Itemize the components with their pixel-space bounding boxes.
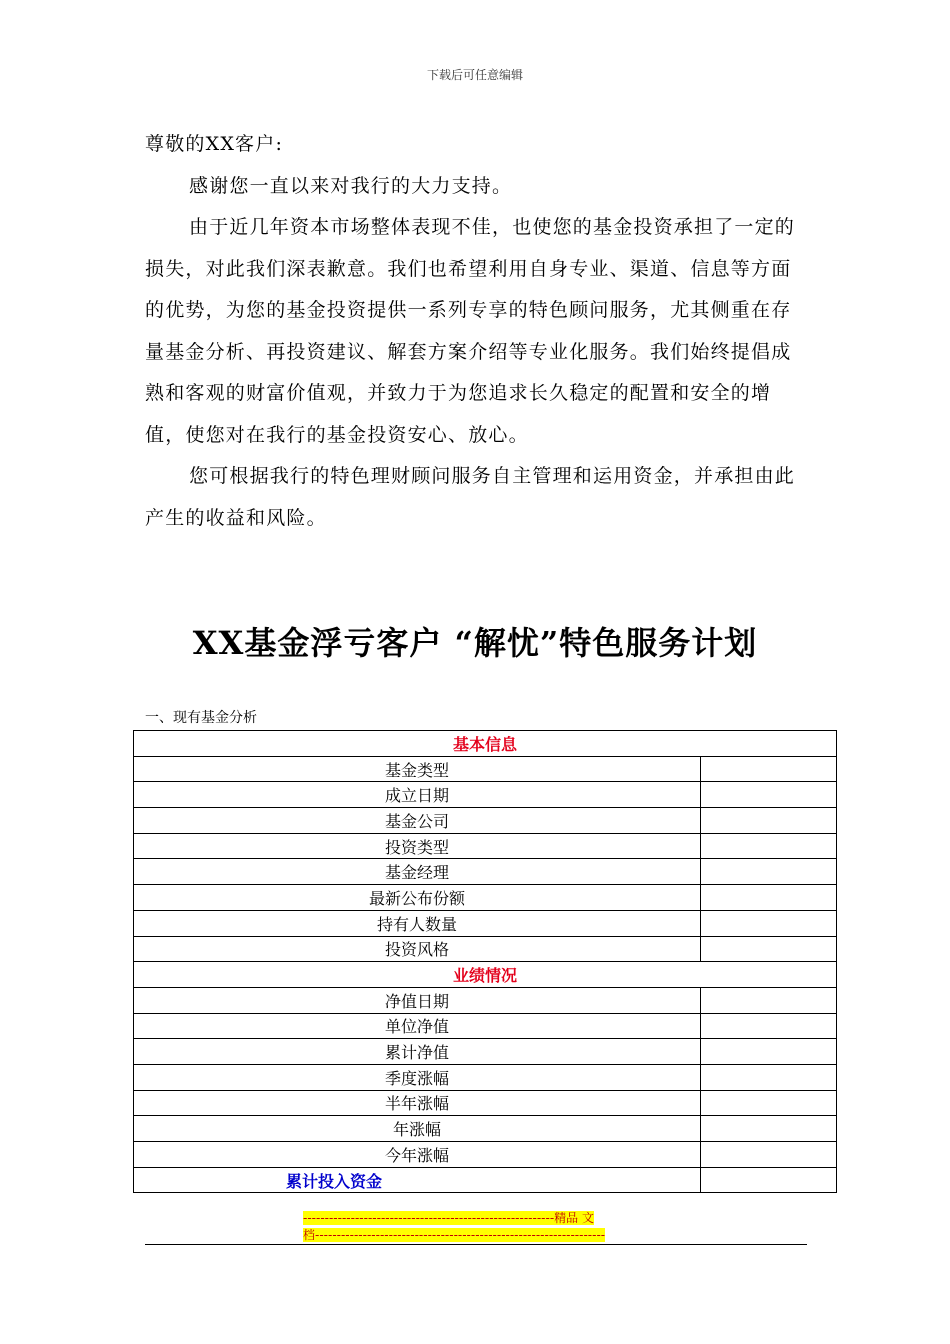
row-value[interactable] bbox=[701, 910, 837, 936]
row-value[interactable] bbox=[701, 1013, 837, 1039]
total-investment-value[interactable] bbox=[701, 1167, 837, 1193]
row-label: 今年涨幅 bbox=[134, 1142, 701, 1168]
row-value[interactable] bbox=[701, 987, 837, 1013]
row-value[interactable] bbox=[701, 1142, 837, 1168]
row-value[interactable] bbox=[701, 782, 837, 808]
letter-body bbox=[145, 124, 810, 539]
table-row bbox=[134, 1090, 837, 1116]
row-value[interactable] bbox=[701, 859, 837, 885]
table-row-total bbox=[134, 1167, 837, 1193]
table-row bbox=[134, 808, 837, 834]
row-value[interactable] bbox=[701, 833, 837, 859]
footer-line-1: ----------------------------------------------------------精品 文 bbox=[303, 1211, 594, 1225]
row-label: 半年涨幅 bbox=[134, 1090, 701, 1116]
table-section-row bbox=[134, 962, 837, 988]
document-title: XX基金浮亏客户 “解忧”特色服务计划 bbox=[192, 624, 758, 662]
letter-paragraph-2: 由于近几年资本市场整体表现不佳，也使您的基金投资承担了一定的损失，对此我们深表歉意。我们也希望利用自身专业、渠道、信息等方面的优势，为您的基金投资提供一系列专享的特色顾问服务，尤其侧重在存量基金分析、再投资建议、解套方案介绍等专业化服务。我们始终提倡成熟和客观的财富价值观，并致力于为您追求长久稳定的配置和安全的增值，使您对在我行的基金投资安心、放心。 bbox=[145, 216, 796, 446]
salutation: 尊敬的XX客户: bbox=[145, 133, 284, 155]
table-row bbox=[134, 1142, 837, 1168]
table-row bbox=[134, 885, 837, 911]
row-label: 投资风格 bbox=[134, 936, 701, 962]
letter-paragraph-3: 您可根据我行的特色理财顾问服务自主管理和运用资金，并承担由此产生的收益和风险。 bbox=[145, 465, 796, 529]
row-label: 基金类型 bbox=[134, 756, 701, 782]
table-row bbox=[134, 859, 837, 885]
row-value[interactable] bbox=[701, 1116, 837, 1142]
table-row bbox=[134, 1116, 837, 1142]
letter-paragraph-1: 感谢您一直以来对我行的大力支持。 bbox=[189, 174, 513, 197]
row-value[interactable] bbox=[701, 1090, 837, 1116]
row-value[interactable] bbox=[701, 756, 837, 782]
row-value[interactable] bbox=[701, 885, 837, 911]
row-label: 净值日期 bbox=[134, 987, 701, 1013]
row-value[interactable] bbox=[701, 808, 837, 834]
row-value[interactable] bbox=[701, 1039, 837, 1065]
section-label: 一、现有基金分析 bbox=[145, 710, 257, 726]
table-row bbox=[134, 1064, 837, 1090]
row-label: 年涨幅 bbox=[134, 1116, 701, 1142]
table-row bbox=[134, 936, 837, 962]
table-row bbox=[134, 756, 837, 782]
section-header-performance: 业绩情况 bbox=[134, 962, 837, 988]
row-label: 季度涨幅 bbox=[134, 1064, 701, 1090]
row-value[interactable] bbox=[701, 936, 837, 962]
table-row bbox=[134, 1039, 837, 1065]
row-label: 持有人数量 bbox=[134, 910, 701, 936]
table-row bbox=[134, 910, 837, 936]
row-label: 单位净值 bbox=[134, 1013, 701, 1039]
section-header-basic: 基本信息 bbox=[134, 731, 837, 757]
table-row bbox=[134, 987, 837, 1013]
row-label: 基金公司 bbox=[134, 808, 701, 834]
row-label: 累计净值 bbox=[134, 1039, 701, 1065]
row-value[interactable] bbox=[701, 1064, 837, 1090]
table-section-row bbox=[134, 731, 837, 757]
header-note: 下载后可任意编辑 bbox=[426, 68, 523, 82]
total-investment-label: 累计投入资金 bbox=[134, 1167, 701, 1193]
footer-line-2: 档------------------------------------------------------------------- bbox=[303, 1228, 606, 1242]
row-label: 成立日期 bbox=[134, 782, 701, 808]
table-row bbox=[134, 1013, 837, 1039]
table-row bbox=[134, 782, 837, 808]
row-label: 最新公布份额 bbox=[134, 885, 701, 911]
table-row bbox=[134, 833, 837, 859]
row-label: 基金经理 bbox=[134, 859, 701, 885]
footer-watermark bbox=[303, 1210, 648, 1244]
row-label: 投资类型 bbox=[134, 833, 701, 859]
footer-divider bbox=[145, 1244, 807, 1245]
fund-analysis-table bbox=[133, 730, 837, 1193]
